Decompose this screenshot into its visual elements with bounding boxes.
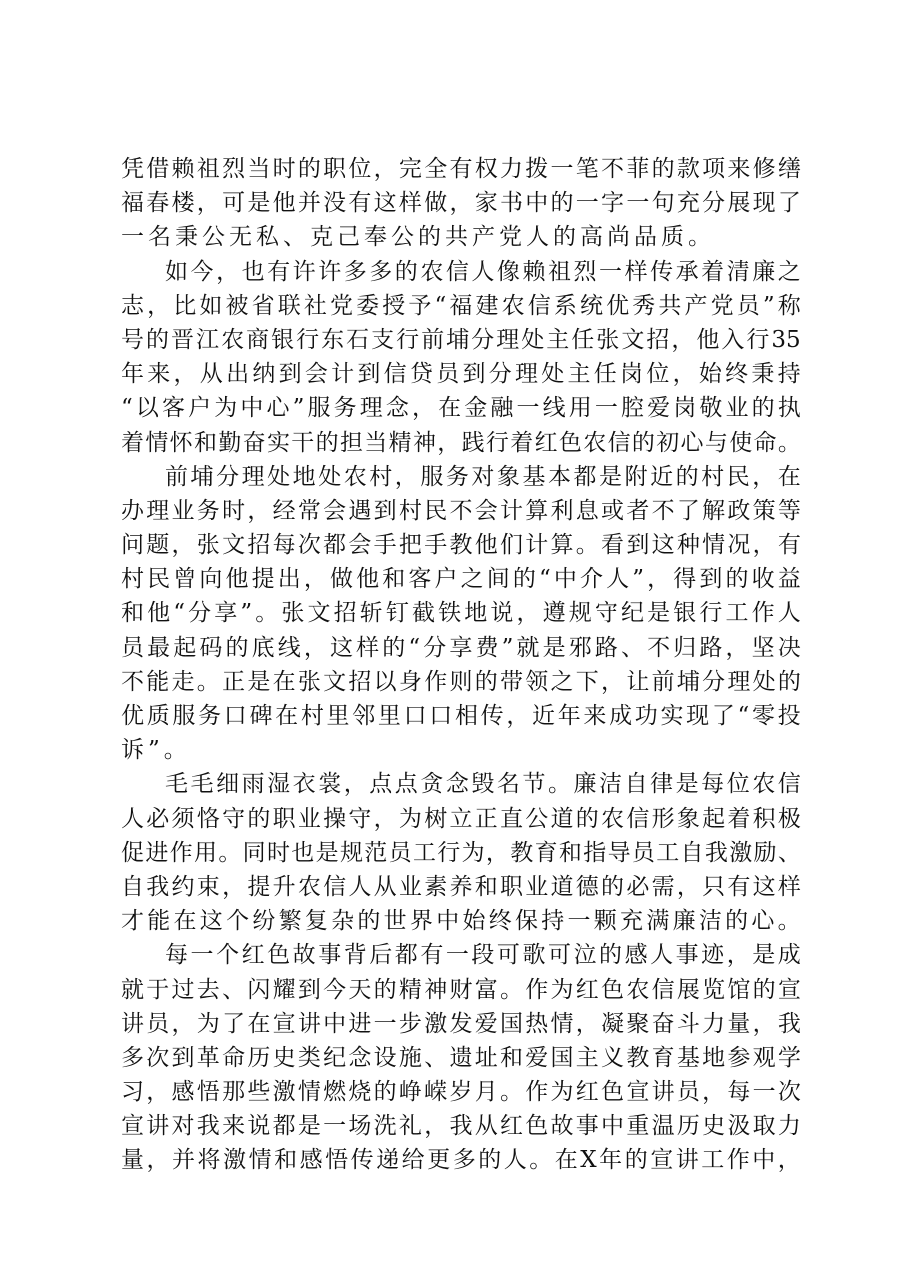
- text-line: 人 必 须 恪 守 的 职 业 操 守 ， 为 树 立 正 直 公 道 的 农 信 形 象 起 着 积 极: [121, 805, 801, 832]
- text-line: 办 理 业 务 时 ， 经 常 会 遇 到 村 民 不 会 计 算 利 息 或 者 不 了 解 政 策 等: [121, 497, 801, 524]
- text-line: 才 能 在 这 个 纷 繁 复 杂 的 世 界 中 始 终 保 持 一 颗 充 满 廉 洁 的 心 。: [121, 908, 801, 935]
- body-text: [121, 152, 801, 1178]
- text-line: 和 他 “ 分 享 ” 。 张 文 招 斩 钉 截 铁 地 说 ， 遵 规 守 纪 是 银 行 工 作 人: [121, 600, 801, 627]
- text-line: 如 今 ， 也 有 许 许 多 多 的 农 信 人 像 赖 祖 烈 一 样 传 承 着 清 廉 之: [165, 258, 801, 285]
- text-line: 习 ， 感 悟 那 些 激 情 燃 烧 的 峥 嵘 岁 月 。 作 为 红 色 宣 讲 员 ， 每 一 次: [121, 1079, 801, 1106]
- text-line: 年 来 ， 从 出 纳 到 会 计 到 信 贷 员 到 分 理 处 主 任 岗 位 ， 始 终 秉 持: [121, 361, 801, 388]
- text-line: 员 最 起 码 的 底 线 ， 这 样 的 “ 分 享 费 ” 就 是 邪 路 、 不 归 路 ， 坚 决: [121, 634, 801, 661]
- text-line: 促 进 作 用 。 同 时 也 是 规 范 员 工 行 为 ， 教 育 和 指 导 员 工 自 我 激 励 、: [121, 839, 801, 866]
- text-line: 不 能 走 。 正 是 在 张 文 招 以 身 作 则 的 带 领 之 下 ， 让 前 埔 分 理 处 的: [121, 668, 801, 695]
- text-line: 一名秉公无私、克己奉公的共产党人的高尚品质。: [121, 224, 715, 251]
- text-line: 诉”。: [121, 737, 191, 764]
- paragraph: [121, 938, 801, 1177]
- text-line: 福 春 楼 ， 可 是 他 并 没 有 这 样 做 ， 家 书 中 的 一 字 一 句 充 分 展 现 了: [121, 190, 801, 217]
- text-line: 村 民 曾 向 他 提 出 ， 做 他 和 客 户 之 间 的 “ 中 介 人 ” ， 得 到 的 收 益: [121, 566, 801, 593]
- text-line: 毛 毛 细 雨 湿 衣 裳 ， 点 点 贪 念 毁 名 节 。 廉 洁 自 律 是 每 位 农 信: [165, 771, 801, 798]
- paragraph: [121, 767, 801, 938]
- text-line: 前 埔 分 理 处 地 处 农 村 ， 服 务 对 象 基 本 都 是 附 近 的 村 民 ， 在: [165, 463, 801, 490]
- text-line: 每 一 个 红 色 故 事 背 后 都 有 一 段 可 歌 可 泣 的 感 人 事 迹 ， 是 成: [165, 942, 801, 969]
- text-line: 多 次 到 革 命 历 史 类 纪 念 设 施 、 遗 址 和 爱 国 主 义 教 育 基 地 参 观 学: [121, 1044, 801, 1071]
- text-line: 优 质 服 务 口 碑 在 村 里 邻 里 口 口 相 传 ， 近 年 来 成 功 实 现 了 “ 零 投: [121, 703, 801, 729]
- text-line: 号 的 晋 江 农 商 银 行 东 石 支 行 前 埔 分 理 处 主 任 张 文 招 ， 他 入 行 35: [121, 326, 801, 353]
- text-line: 志 ， 比 如 被 省 联 社 党 委 授 予 “ 福 建 农 信 系 统 优 秀 共 产 党 员 ” 称: [121, 292, 801, 319]
- text-line: 凭 借 赖 祖 烈 当 时 的 职 位 ， 完 全 有 权 力 拨 一 笔 不 菲 的 款 项 来 修 缮: [121, 156, 801, 182]
- text-line: 就 于 过 去 、 闪 耀 到 今 天 的 精 神 财 富 。 作 为 红 色 农 信 展 览 馆 的 宣: [121, 976, 801, 1003]
- paragraph: [121, 152, 801, 255]
- text-line: 量 ， 并 将 激 情 和 感 悟 传 递 给 更 多 的 人 。 在 X 年 的 宣 讲 工 作 中 ，: [121, 1147, 801, 1174]
- text-line: 着 情 怀 和 勤 奋 实 干 的 担 当 精 神 ， 践 行 着 红 色 农 信 的 初 心 与 使 命 。: [121, 429, 801, 456]
- text-line: 问 题 ， 张 文 招 每 次 都 会 手 把 手 教 他 们 计 算 。 看 到 这 种 情 况 ， 有: [121, 532, 801, 559]
- text-line: “ 以 客 户 为 中 心 ” 服 务 理 念 ， 在 金 融 一 线 用 一 腔 爱 岗 敬 业 的 执: [121, 395, 801, 422]
- text-line: 讲 员 ， 为 了 在 宣 讲 中 进 一 步 激 发 爱 国 热 情 ， 凝 聚 奋 斗 力 量 ， 我: [121, 1010, 801, 1037]
- text-line: 宣 讲 对 我 来 说 都 是 一 场 洗 礼 ， 我 从 红 色 故 事 中 重 温 历 史 汲 取 力: [121, 1113, 801, 1140]
- paragraph: [121, 255, 801, 460]
- paragraph: [121, 460, 801, 768]
- text-line: 自 我 约 束 ， 提 升 农 信 人 从 业 素 养 和 职 业 道 德 的 必 需 ， 只 有 这 样: [121, 873, 801, 900]
